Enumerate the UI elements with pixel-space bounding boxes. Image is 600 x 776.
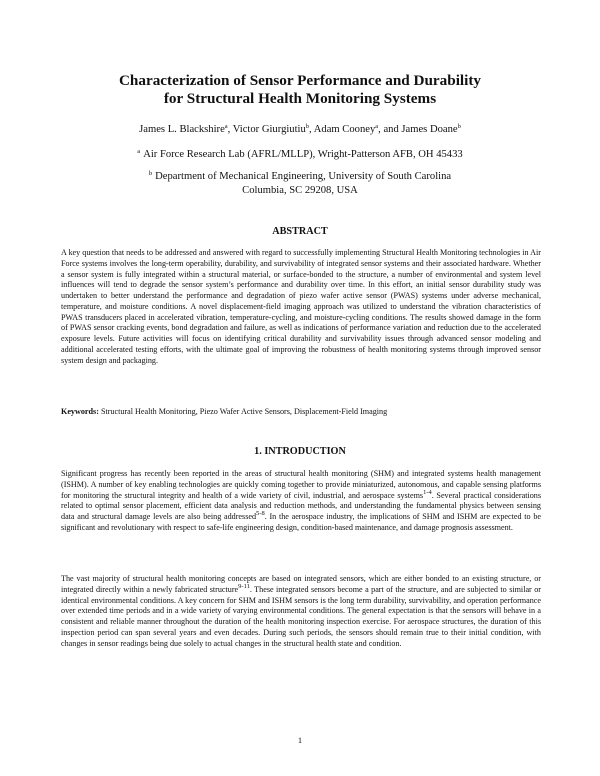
keywords-text: Structural Health Monitoring, Piezo Wafer Active Sensors, Displacement-Field Imaging	[100, 407, 388, 416]
intro-paragraph-2	[61, 574, 541, 649]
citation-ref: 9-11	[238, 582, 250, 590]
affiliation-mark: a	[137, 148, 141, 155]
abstract-text: A key question that needs to be addressed and answered with regard to successfully implementing Structural Health Monitoring technologies in Air Force systems involves the long-term operability, durability, and survivability of integrated sensor systems and their associated hardware. Whether a sensor system is fully integrated within a structural material, or surface-bonded to the structure, a number of environmental and system level influences will tend to degrade the sensor system’s performance and durability over time. In this effort, an initial sensor durability study was undertaken to better understand the performance and degradation of piezo wafer active sensor (PWAS) systems under adverse mechanical, temperature, and moisture conditions. A novel displacement-field imaging approach was utilized to understand the vibration characteristics of PWAS transducers placed in accelerated vibration, temperature-cycling, and moisture-cycling conditions. The results showed damage in the form of PWAS sensor cracking events, bond degradation and failure, as well as indications of performance variation and reduction due to the accelerated exposure levels. Future activities will focus on identifying critical durability and survivability issues through advanced sensor modeling and additional accelerated testing efforts, with the ultimate goal of improving the robustness of health monitoring systems through improved sensor system design and packaging.	[61, 248, 541, 365]
author-name: James L. Blackshire	[139, 124, 225, 135]
affiliation-b	[0, 170, 600, 197]
affiliation-mark: b	[148, 170, 153, 177]
paragraph-text: . In the aerospace industry, the implications of SHM and ISHM are expected to be significant and revolutionary with respect to safe-life engineering design, condition-based maintenance, and damage prognosis assessment.	[61, 512, 541, 532]
affiliation-a	[0, 148, 600, 162]
affiliation-address: Columbia, SC 29208, USA	[242, 184, 358, 196]
author-affiliation-mark: b	[457, 123, 461, 130]
title-line-2: for Structural Health Monitoring Systems	[163, 90, 437, 107]
author-name: Adam Cooney	[313, 124, 376, 135]
page-number: 1	[297, 735, 303, 745]
author-list	[0, 123, 600, 136]
paragraph-text: The vast majority of structural health monitoring concepts are based on integrated sensors, which are either bonded to an existing structure, or integrated directly within a newly fabricated structure	[61, 574, 541, 594]
abstract-body	[61, 248, 541, 366]
author-affiliation-mark: a	[375, 123, 379, 130]
author-affiliation-mark: b	[305, 123, 310, 130]
affiliation-text: Department of Mechanical Engineering, University of South Carolina	[155, 171, 452, 182]
intro-paragraph-1	[61, 469, 541, 534]
abstract-heading: ABSTRACT	[272, 226, 328, 237]
affiliation-text: Air Force Research Lab (AFRL/MLLP), Wright-Patterson AFB, OH 45433	[143, 149, 463, 160]
citation-ref: 1-4	[423, 488, 432, 496]
author-affiliation-mark: a	[224, 123, 228, 130]
paragraph-text: . These integrated sensors become a part of the structure, and are subjected to similar or identical environmental conditions. A key concern for SHM and ISHM sensors is the long term durability, survivability, and operation performance over extended time periods and in a wide variety of varying environmental conditions. The general expectation is that the sensors will behave in a consistent and reliable manner throughout the duration of the health monitoring inspection exercise. For aerospace structures, the duration of this inspection period can span several years and even decades. During such periods, the sensors should remain true to their initial condition, with changes in sensor readings being due solely to actual changes in the structural health state and condition.	[61, 584, 541, 648]
author-separator: ,	[227, 124, 233, 135]
paragraph-text: Significant progress has recently been reported in the areas of structural health monitoring (SHM) and integrated systems health management (ISHM). A number of key enabling technologies are quickly coming together to provide miniaturized, autonomous, and capable sensing platforms for monitoring the structural integrity and health of a wide variety of civil, industrial, and aerospace systems	[61, 469, 541, 500]
author-separator: , and	[378, 124, 402, 135]
section-heading-introduction: 1. INTRODUCTION	[254, 446, 346, 457]
keywords	[61, 407, 541, 418]
citation-ref: 5-8	[256, 510, 265, 517]
author-name: Victor Giurgiutiu	[232, 124, 306, 135]
author-name: James Doane	[401, 124, 458, 135]
title-line-1: Characterization of Sensor Performance and Durability	[118, 72, 482, 89]
paper-title	[0, 72, 600, 108]
keywords-label: Keywords:	[61, 407, 99, 416]
author-separator: ,	[309, 124, 314, 135]
paragraph-text: . Several practical considerations related to optimal sensor placement, efficient data analysis and reduction methods, and understanding the fundamental physics between sensing data and structural damage levels are also being addressed	[61, 490, 542, 521]
